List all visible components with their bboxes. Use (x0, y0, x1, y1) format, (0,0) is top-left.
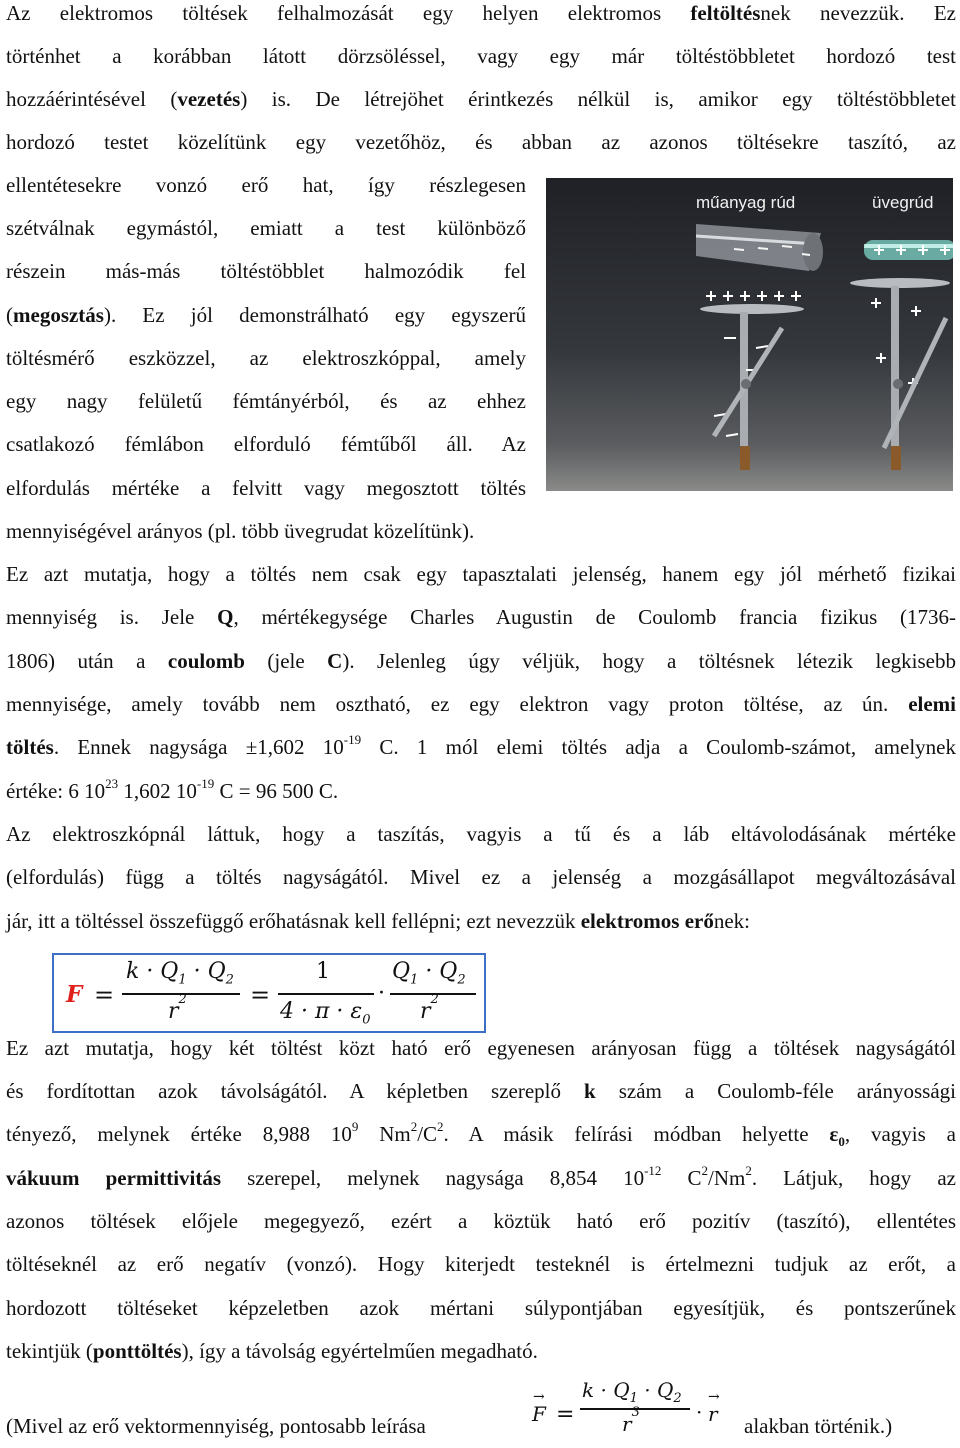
equals-sign: = (556, 1402, 575, 1427)
glass-rod (864, 240, 953, 260)
paragraph-line: értéke: 6 $10^{23}$ 1,602 $10^{-19}$ C = 96 500 C. (6, 776, 339, 803)
paragraph-line: és fordítottan azok távolságától. A képletben szereplő k szám a Coulomb-féle arányossági (6, 1079, 956, 1103)
fraction-bar (278, 993, 374, 995)
figure-label-plastic-rod: műanyag rúd (696, 193, 796, 212)
paragraph-line: azonos töltések előjele megegyező, ezért a köztük ható erő pozitív (taszító), ellentétes (6, 1209, 956, 1233)
paragraph-line: (elfordulás) függ a töltés nagyságától. Mivel ez a jelenség a mozgásállapot megváltozásával (6, 865, 956, 889)
paragraph-line: mennyiség is. Jele Q, mértékegysége Charles Augustin de Coulomb francia fizikus (1736- (6, 605, 957, 629)
fraction-denominator: $r^2$ (420, 992, 439, 1024)
paragraph-line: egy nagy felületű fémtányérból, és az ehhez (6, 389, 526, 413)
fraction-numerator: $Q_1 \cdot Q_2$ (392, 959, 466, 988)
electroscope-left (700, 291, 804, 470)
force-vector-symbol: → F (532, 1389, 546, 1426)
paragraph-line: vákuum permittivitás szerepel, melynek nagysága 8,854 $10^{-12}$ $C^2/Nm^2$. Látjuk, hogy az (6, 1163, 956, 1190)
paragraph-line: töltésmérő eszközzel, az elektroszkóppal, amely (6, 346, 526, 370)
paragraph-line: Ez azt mutatja, hogy a töltés nem csak egy tapasztalati jelenség, hanem egy jól mérhető fizikai (6, 562, 956, 586)
paragraph-line: Az elektroszkópnál láttuk, hogy a taszítás, vagyis a tű és a láb eltávolodásának mértéke (6, 822, 956, 846)
fraction-numerator: $k \cdot Q_1 \cdot Q_2$ (582, 1378, 682, 1406)
paragraph-line: tényező, melynek értéke 8,988 $10^9$ $Nm^2/C^2$. A másik felírási módban helyette $\varepsilon_0$, vagyis a (6, 1119, 956, 1150)
fraction-denominator: $4 \cdot \pi \cdot \varepsilon_0$ (280, 999, 371, 1028)
paragraph-line: (megosztás). Ez jól demonstrálható egy egyszerű (6, 303, 526, 327)
position-vector-symbol: → r (708, 1389, 720, 1426)
paragraph-line: hordozott töltéseket képzeletben azok mértani súlypontjában egyesítjük, és pontszerűnek (6, 1296, 956, 1320)
fraction-numerator: $k \cdot Q_1 \cdot Q_2$ (126, 959, 234, 988)
paragraph-line: hozzáérintésével (vezetés) is. De létrejöhet érintkezés nélkül is, amikor egy töltéstöbbletet (6, 87, 956, 111)
paragraph-line: szétválnak egymástól, emiatt a test különböző (6, 216, 526, 240)
paragraph-line: mennyisége, amely tovább nem osztható, ez egy elektron vagy proton töltése, az ún. elemi (6, 692, 956, 716)
vector-coulomb-equation (528, 1376, 734, 1442)
paragraph-line: töltés. Ennek nagysága ±1,602 $10^{-19}$ C. 1 mól elemi töltés adja a Coulomb-számot, amelynek (6, 732, 956, 759)
multiply-dot: · (696, 1400, 703, 1424)
electroscope-right (850, 278, 950, 470)
paragraph-line: történhet a korábban látott dörzsöléssel, vagy egy már töltéstöbbletet hordozó test (6, 44, 956, 68)
paragraph-line: (Mivel az erő vektormennyiség, pontosabb leírása (6, 1414, 426, 1438)
force-symbol: F (66, 981, 83, 1008)
fraction-denominator: $r^3$ (622, 1405, 640, 1436)
multiply-dot: · (378, 981, 385, 1006)
figure-label-glass-rod: üvegrúd (872, 193, 934, 212)
paragraph-line: töltéseknél az erő negatív (vonzó). Hogy kiterjedt testeknél is értelmezni tudjuk az erőt, a (6, 1252, 956, 1276)
fraction-denominator: $r^2$ (168, 992, 187, 1024)
electroscope-figure (546, 178, 953, 491)
coulomb-law-equation (52, 953, 486, 1033)
paragraph-line: ellentétesekre vonzó erő hat, így részlegesen (6, 173, 526, 197)
paragraph-line: tekintjük (ponttöltés), így a távolság egyértelműen megadható. (6, 1339, 538, 1363)
equals-sign: = (250, 981, 271, 1009)
paragraph-line: alakban történik.) (744, 1414, 893, 1438)
plastic-rod (696, 224, 823, 271)
paragraph-line: Ez azt mutatja, hogy két töltést közt ható erő egyenesen arányosan függ a töltések nagyságától (6, 1036, 956, 1060)
paragraph-line: csatlakozó fémlábon elforduló fémtűből áll. Az (6, 432, 526, 456)
paragraph-line: hordozó testet közelítünk egy vezetőhöz, és abban az azonos töltésekre taszító, az (6, 130, 956, 154)
electroscope-illustration (546, 178, 953, 491)
paragraph-line: mennyiségével arányos (pl. több üvegrudat közelítünk). (6, 519, 475, 543)
paragraph-line: Az elektromos töltések felhalmozását egy helyen elektromos feltöltésnek nevezzük. Ez (6, 1, 956, 25)
paragraph-line: 1806) után a coulomb (jele C). Jelenleg úgy véljük, hogy a töltésnek létezik legkisebb (6, 649, 956, 673)
fraction-numerator: 1 (316, 959, 330, 984)
paragraph-line: elfordulás mértéke a felvitt vagy megosztott töltés (6, 476, 526, 500)
paragraph-line: jár, itt a töltéssel összefüggő erőhatásnak kell fellépni; ezt nevezzük elektromos erőnek: (6, 909, 751, 933)
paragraph-line: részein más-más töltéstöbblet halmozódik fel (6, 259, 526, 283)
equals-sign: = (94, 981, 115, 1009)
